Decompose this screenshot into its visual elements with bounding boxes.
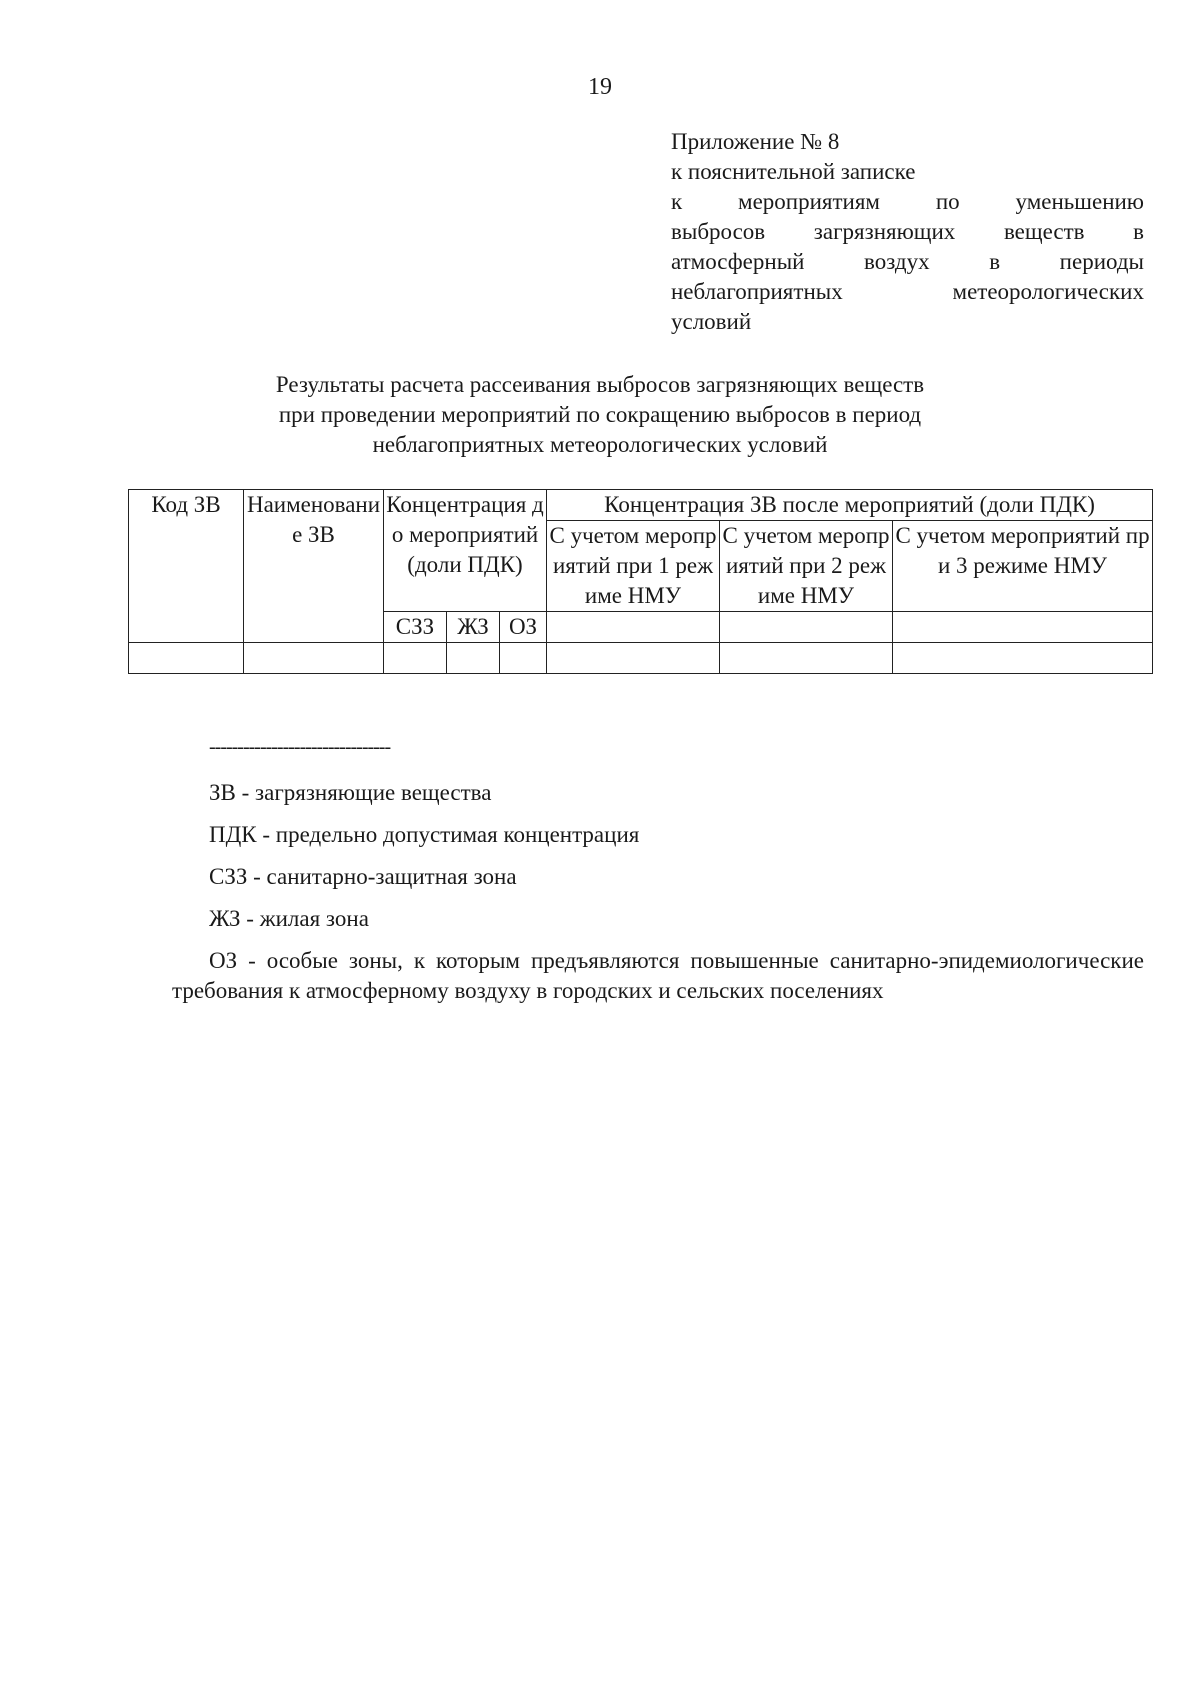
table-cell [720,643,893,674]
appendix-line: атмосферный воздух в периоды [671,249,1144,274]
table-cell [244,643,384,674]
table-cell [129,643,244,674]
note-pdk: ПДК - предельно допустимая концентрация [209,822,640,847]
header-zone-szz: СЗЗ [384,612,447,643]
header-name: Наименование ЗВ [244,490,384,643]
appendix-header [671,127,1144,337]
table-cell [547,643,720,674]
header-mode-1: С учетом мероприятий при 1 режиме НМУ [547,521,720,612]
appendix-line: неблагоприятных метеорологических [671,279,1144,304]
header-mode-2: С учетом мероприятий при 2 режиме НМУ [720,521,893,612]
note-szz: СЗЗ - санитарно-защитная зона [209,864,517,889]
table-header-row [129,490,1153,521]
table-cell [447,643,500,674]
title-line: неблагоприятных метеорологических условий [372,432,828,457]
table-cell [384,643,447,674]
title-line: Результаты расчета рассеивания выбросов загрязняющих веществ [275,372,925,397]
appendix-line: к пояснительной записке [671,159,916,184]
table-cell [720,612,893,643]
table-cell [500,643,547,674]
appendix-line: Приложение № 8 [671,129,840,154]
notes-separator: -------------------------------- [209,736,391,758]
appendix-line: к мероприятиям по уменьшению [671,189,1144,214]
table-cell [893,612,1153,643]
header-conc-after: Концентрация ЗВ после мероприятий (доли ПДК) [547,490,1153,521]
page-number: 19 [588,74,612,100]
header-zone-oz: ОЗ [500,612,547,643]
header-code: Код ЗВ [129,490,244,643]
table-cell [547,612,720,643]
header-mode-3: С учетом мероприятий при 3 режиме НМУ [893,521,1153,612]
results-table [128,489,1153,674]
table-cell [893,643,1153,674]
document-title [150,370,1050,460]
note-oz: ОЗ - особые зоны, к которым предъявляются повышенные санитарно-эпидемиологические требования к атмосферному воздуху в городских и сельских поселениях [172,948,1144,1003]
title-line: при проведении мероприятий по сокращению выбросов в период [278,402,922,427]
header-conc-before: Концентрация до мероприятий (доли ПДК) [384,490,547,612]
appendix-line: условий [671,309,752,334]
note-zv: ЗВ - загрязняющие вещества [209,780,492,805]
note-zhz: ЖЗ - жилая зона [209,906,369,931]
table-row [129,643,1153,674]
header-zone-zhz: ЖЗ [447,612,500,643]
appendix-line: выбросов загрязняющих веществ в [671,219,1144,244]
